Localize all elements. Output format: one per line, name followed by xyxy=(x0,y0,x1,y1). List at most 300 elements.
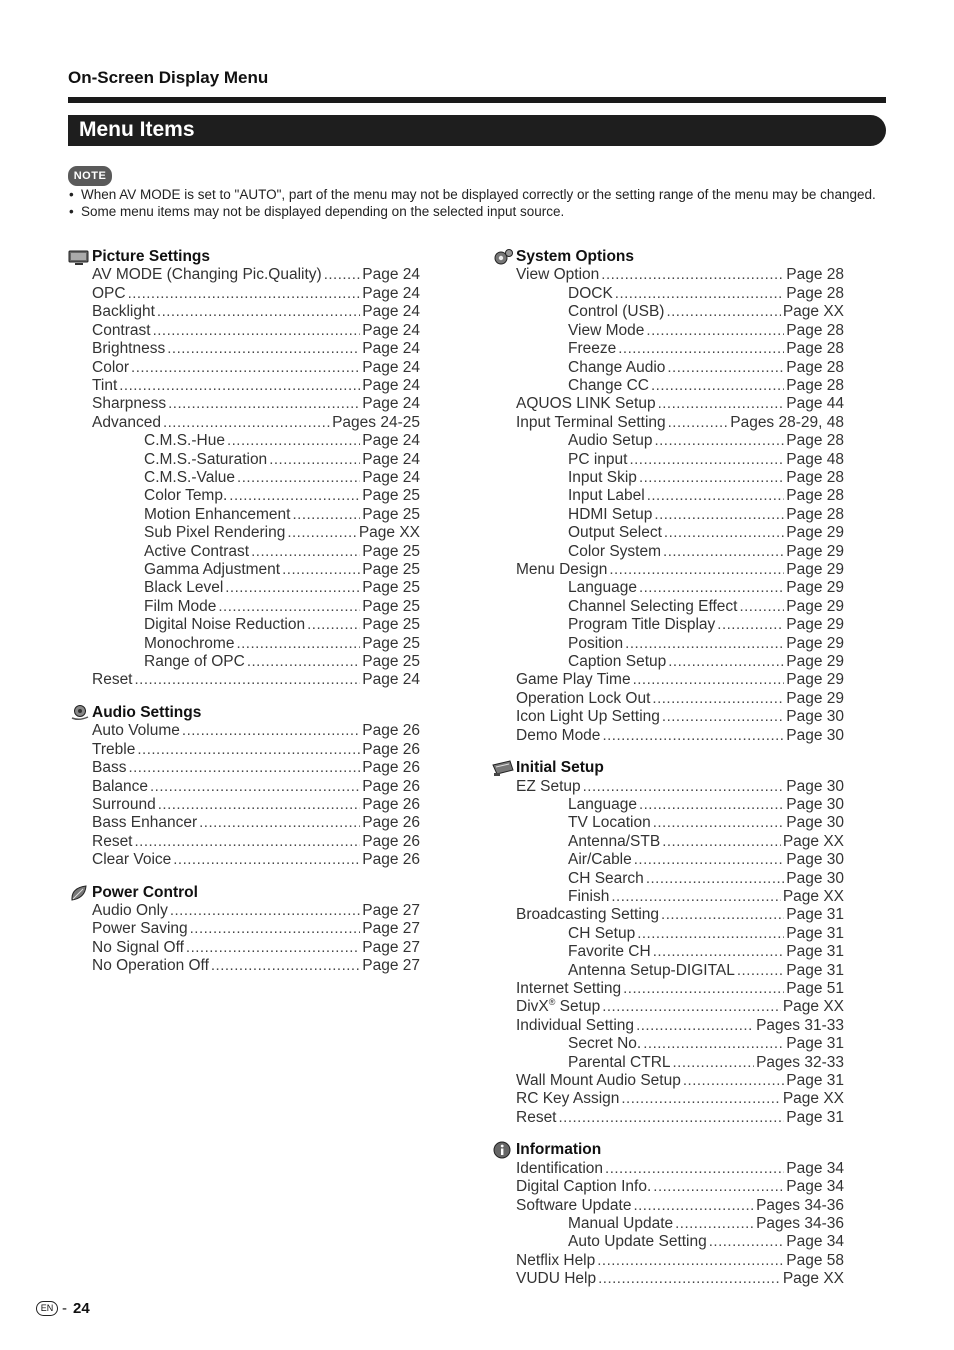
menu-entry xyxy=(492,727,844,745)
dot-leader xyxy=(173,851,360,869)
dot-leader xyxy=(602,998,781,1016)
menu-entry-label: EZ Setup xyxy=(516,777,581,795)
menu-entry-label: Caption Setup xyxy=(568,653,667,671)
menu-entry-label: Color Temp. xyxy=(144,487,228,505)
menu-entry xyxy=(492,616,844,634)
menu-entry-label: Surround xyxy=(92,795,156,813)
picture-icon xyxy=(68,248,90,266)
dot-leader xyxy=(292,506,360,524)
dot-leader xyxy=(236,635,360,653)
menu-entry-label: Advanced xyxy=(92,413,161,431)
menu-entry-label: Reset xyxy=(92,832,133,850)
menu-entry-label: Parental CTRL xyxy=(568,1053,671,1071)
menu-entry xyxy=(492,980,844,998)
menu-entry-label: TV Location xyxy=(568,814,651,832)
menu-entry-label: Language xyxy=(568,795,637,813)
menu-entry xyxy=(492,1072,844,1090)
menu-entry-label: Tint xyxy=(92,376,118,394)
menu-entry xyxy=(492,506,844,524)
note-item: • When AV MODE is set to "AUTO", part of the menu may not be displayed correctly or the setting range of the menu may be changed. xyxy=(68,187,886,204)
dot-leader xyxy=(661,906,784,924)
menu-section-system-options xyxy=(492,248,844,745)
dot-leader xyxy=(652,690,784,708)
menu-entry xyxy=(492,543,844,561)
menu-entry xyxy=(492,432,844,450)
menu-entry-label: Operation Lock Out xyxy=(516,689,651,707)
menu-entry-page-ref: Page 26 xyxy=(362,777,420,795)
menu-entry-page-ref: Page 27 xyxy=(362,938,420,956)
menu-entry xyxy=(68,285,420,303)
menu-entry xyxy=(492,524,844,542)
dot-leader xyxy=(128,759,360,777)
dot-leader xyxy=(247,653,360,671)
section-heading xyxy=(492,248,844,267)
section-title: Power Control xyxy=(92,883,198,901)
menu-entry-page-ref: Page 25 xyxy=(362,560,420,578)
dot-leader xyxy=(646,322,784,340)
dot-leader xyxy=(153,322,361,340)
menu-entry-page-ref: Page XX xyxy=(782,1270,844,1288)
menu-entry-page-ref: Page 27 xyxy=(362,920,420,938)
dot-leader xyxy=(654,432,784,450)
menu-entry-label: Output Select xyxy=(568,524,662,542)
menu-entry-label: View Mode xyxy=(568,321,645,339)
menu-entry-label: VUDU Help xyxy=(516,1270,597,1288)
menu-entry-page-ref: Pages 34-36 xyxy=(756,1214,844,1232)
menu-entry-page-ref: Page 27 xyxy=(362,957,420,975)
menu-entry xyxy=(68,902,420,920)
menu-entry-page-ref: Page 30 xyxy=(786,795,844,813)
menu-entry xyxy=(492,1035,844,1053)
dot-leader xyxy=(639,469,784,487)
menu-entry-label: Control (USB) xyxy=(568,303,665,321)
dot-leader xyxy=(639,579,784,597)
section-title: Audio Settings xyxy=(92,703,202,721)
menu-entry xyxy=(68,506,420,524)
menu-entry-page-ref: Page 24 xyxy=(362,284,420,302)
menu-entry-page-ref: Page 31 xyxy=(786,1072,844,1090)
menu-entry-label: Treble xyxy=(92,740,136,758)
menu-entry-label: Balance xyxy=(92,777,149,795)
dot-leader xyxy=(119,377,360,395)
menu-entry-page-ref: Page 24 xyxy=(362,266,420,284)
menu-entry xyxy=(492,778,844,796)
menu-entry-page-ref: Page 24 xyxy=(362,303,420,321)
dot-leader xyxy=(675,1215,754,1233)
menu-entry-page-ref: Page XX xyxy=(782,1090,844,1108)
menu-entry-page-ref: Page XX xyxy=(782,998,844,1016)
menu-entry-page-ref: Page 25 xyxy=(362,616,420,634)
menu-entry-label: Gamma Adjustment xyxy=(144,560,281,578)
menu-entry-page-ref: Page XX xyxy=(782,303,844,321)
menu-entry xyxy=(68,741,420,759)
dot-leader xyxy=(709,1233,785,1251)
header-rule xyxy=(68,97,886,103)
menu-entry-label: AV MODE (Changing Pic.Quality) xyxy=(92,266,322,284)
dot-leader xyxy=(629,451,784,469)
dot-leader xyxy=(636,1017,754,1035)
menu-entry-label: Color xyxy=(92,358,130,376)
menu-entry-page-ref: Page 24 xyxy=(362,395,420,413)
menu-entry-page-ref: Page 31 xyxy=(786,943,844,961)
section-title: Picture Settings xyxy=(92,248,210,265)
dot-leader xyxy=(717,616,784,634)
menu-entry xyxy=(492,925,844,943)
section-title: System Options xyxy=(516,248,634,265)
menu-entry xyxy=(492,906,844,924)
menu-entry xyxy=(492,598,844,616)
menu-entry xyxy=(68,451,420,469)
menu-entry-label: Power Saving xyxy=(92,920,188,938)
menu-entry-label: Wall Mount Audio Setup xyxy=(516,1072,681,1090)
note-badge: NOTE xyxy=(68,166,112,186)
menu-entry-label: Secret No. xyxy=(568,1035,642,1053)
dot-leader xyxy=(170,902,360,920)
menu-entry-label: Digital Caption Info. xyxy=(516,1178,652,1196)
menu-entry-label: No Operation Off xyxy=(92,957,209,975)
menu-entry-page-ref: Page 44 xyxy=(786,395,844,413)
section-heading xyxy=(68,704,420,723)
dot-leader xyxy=(668,653,784,671)
menu-entry-label: Identification xyxy=(516,1159,604,1177)
menu-entry xyxy=(68,653,420,671)
menu-entry-label: CH Setup xyxy=(568,924,636,942)
menu-entry xyxy=(68,432,420,450)
menu-entry xyxy=(492,303,844,321)
menu-entry xyxy=(68,414,420,432)
page-footer xyxy=(36,1300,90,1317)
menu-entry-page-ref: Page 24 xyxy=(362,432,420,450)
menu-entry xyxy=(492,340,844,358)
menu-entry-page-ref: Page 30 xyxy=(786,851,844,869)
dot-leader xyxy=(186,939,360,957)
menu-entry xyxy=(68,524,420,542)
dot-leader xyxy=(190,920,361,938)
dot-leader xyxy=(167,340,360,358)
menu-entry-label: Bass Enhancer xyxy=(92,814,198,832)
menu-entry-label: Channel Selecting Effect xyxy=(568,597,738,615)
menu-entry-page-ref: Page 28 xyxy=(786,376,844,394)
dot-leader xyxy=(237,469,360,487)
dot-leader xyxy=(307,616,360,634)
menu-entry-label: Range of OPC xyxy=(144,653,245,671)
menu-entry xyxy=(68,579,420,597)
dot-leader xyxy=(658,395,785,413)
menu-entry-page-ref: Page 29 xyxy=(786,524,844,542)
dot-leader xyxy=(683,1072,784,1090)
menu-entry-label: Program Title Display xyxy=(568,616,716,634)
dot-leader xyxy=(653,814,785,832)
menu-entry-page-ref: Page 29 xyxy=(786,560,844,578)
menu-entry xyxy=(492,414,844,432)
menu-entry xyxy=(68,671,420,689)
menu-entry-label: Digital Noise Reduction xyxy=(144,616,306,634)
menu-entry-page-ref: Page 29 xyxy=(786,616,844,634)
menu-entry-label: Change Audio xyxy=(568,358,666,376)
menu-entry xyxy=(68,487,420,505)
dot-leader xyxy=(666,303,780,321)
menu-entry-page-ref: Page 29 xyxy=(786,653,844,671)
dot-leader xyxy=(150,778,360,796)
menu-section-power-control xyxy=(68,884,420,976)
menu-entry-page-ref: Page 27 xyxy=(362,902,420,920)
menu-entry-label: Individual Setting xyxy=(516,1016,635,1034)
dot-leader xyxy=(227,432,360,450)
menu-entry-page-ref: Pages 32-33 xyxy=(756,1053,844,1071)
menu-entry-page-ref: Page 25 xyxy=(362,634,420,652)
dot-leader xyxy=(324,266,361,284)
dot-leader xyxy=(287,524,357,542)
menu-entry-label: Menu Design xyxy=(516,560,608,578)
menu-entry-page-ref: Page 28 xyxy=(786,321,844,339)
menu-entry-label: Color System xyxy=(568,542,662,560)
menu-entry xyxy=(492,1109,844,1127)
dot-leader xyxy=(623,980,784,998)
menu-entry-page-ref: Page XX xyxy=(358,524,420,542)
menu-entry-page-ref: Page 28 xyxy=(786,284,844,302)
dot-leader xyxy=(158,796,360,814)
menu-entry-page-ref: Page 28 xyxy=(786,340,844,358)
dot-leader xyxy=(621,1090,780,1108)
dot-leader xyxy=(229,487,360,505)
dot-leader xyxy=(605,1160,784,1178)
section-heading xyxy=(68,248,420,267)
menu-entry-label: Motion Enhancement xyxy=(144,505,291,523)
menu-entry-page-ref: Page 29 xyxy=(786,689,844,707)
menu-entry-page-ref: Page 28 xyxy=(786,468,844,486)
dot-leader xyxy=(639,796,784,814)
dot-leader xyxy=(199,814,360,832)
section-title: Information xyxy=(516,1141,602,1159)
menu-entry-label: DivX® Setup xyxy=(516,997,601,1016)
menu-entry-page-ref: Page 58 xyxy=(786,1251,844,1269)
menu-entry-label: Manual Update xyxy=(568,1214,674,1232)
menu-entry-label: Reset xyxy=(516,1108,557,1126)
menu-section-picture-settings xyxy=(68,248,420,690)
dot-leader xyxy=(634,851,785,869)
menu-section-initial-setup xyxy=(492,759,844,1127)
dot-leader xyxy=(647,487,785,505)
page-header-title: On-Screen Display Menu xyxy=(68,68,269,87)
menu-entry-label: Demo Mode xyxy=(516,726,601,744)
dot-leader xyxy=(128,285,361,303)
menu-entry xyxy=(68,814,420,832)
dot-leader xyxy=(643,1035,784,1053)
banner-title: Menu Items xyxy=(79,118,195,141)
menu-entry xyxy=(492,635,844,653)
dot-leader xyxy=(673,1054,755,1072)
menu-entry-label: Game Play Time xyxy=(516,671,631,689)
menu-entry xyxy=(492,690,844,708)
menu-entry xyxy=(492,1160,844,1178)
menu-entry-label: Clear Voice xyxy=(92,851,172,869)
menu-section-information xyxy=(492,1141,844,1288)
dot-leader xyxy=(135,671,361,689)
dot-leader xyxy=(168,395,360,413)
menu-entry-label: OPC xyxy=(92,284,126,302)
menu-entry-label: CH Search xyxy=(568,869,644,887)
menu-entry-label: Freeze xyxy=(568,340,617,358)
dot-leader xyxy=(615,285,784,303)
menu-entry xyxy=(492,671,844,689)
dot-leader xyxy=(131,359,360,377)
menu-entry xyxy=(68,322,420,340)
menu-entry-page-ref: Page 31 xyxy=(786,961,844,979)
menu-entry-page-ref: Page 51 xyxy=(786,980,844,998)
dot-leader xyxy=(602,727,784,745)
menu-entry xyxy=(492,469,844,487)
menu-entry-page-ref: Page 26 xyxy=(362,759,420,777)
dot-leader xyxy=(559,1109,785,1127)
menu-entry-label: Brightness xyxy=(92,340,166,358)
dot-leader xyxy=(662,708,784,726)
menu-entry-page-ref: Page 29 xyxy=(786,542,844,560)
dot-leader xyxy=(737,962,784,980)
menu-entry xyxy=(492,708,844,726)
dot-leader xyxy=(157,303,360,321)
menu-entry-label: Audio Setup xyxy=(568,432,653,450)
dot-leader xyxy=(597,1252,784,1270)
menu-entry-page-ref: Pages 24-25 xyxy=(332,413,420,431)
menu-entry xyxy=(492,1233,844,1251)
menu-entry-page-ref: Page 28 xyxy=(786,358,844,376)
menu-entry xyxy=(492,451,844,469)
dot-leader xyxy=(269,451,360,469)
menu-entry xyxy=(68,340,420,358)
initial-setup-icon xyxy=(492,759,514,777)
section-heading xyxy=(492,759,844,778)
menu-entry-page-ref: Page 34 xyxy=(786,1159,844,1177)
menu-entry-label: Auto Volume xyxy=(92,722,180,740)
menu-entry-page-ref: Page 24 xyxy=(362,671,420,689)
menu-entry xyxy=(68,759,420,777)
menu-entry-label: Air/Cable xyxy=(568,851,632,869)
menu-entry-label: Internet Setting xyxy=(516,980,622,998)
dot-leader xyxy=(163,414,330,432)
menu-entry xyxy=(492,998,844,1016)
menu-entry-label: Film Mode xyxy=(144,597,217,615)
menu-entry-page-ref: Page 48 xyxy=(786,450,844,468)
menu-entry-page-ref: Page 25 xyxy=(362,579,420,597)
menu-entry xyxy=(68,796,420,814)
dot-leader xyxy=(583,778,785,796)
dot-leader xyxy=(663,543,784,561)
menu-entry-page-ref: Page 28 xyxy=(786,266,844,284)
menu-entry-label: Broadcasting Setting xyxy=(516,906,660,924)
menu-entry xyxy=(68,616,420,634)
menu-entry-label: Position xyxy=(568,634,624,652)
menu-entry-page-ref: Page 25 xyxy=(362,653,420,671)
menu-entry-page-ref: Page 25 xyxy=(362,597,420,615)
menu-entry xyxy=(492,943,844,961)
note-item: • Some menu items may not be displayed depending on the selected input source. xyxy=(68,204,886,221)
menu-entry xyxy=(492,377,844,395)
dot-leader xyxy=(646,870,784,888)
dot-leader xyxy=(654,506,784,524)
menu-entry-page-ref: Pages 28-29, 48 xyxy=(730,413,844,431)
menu-entry xyxy=(492,833,844,851)
menu-entry-label: Software Update xyxy=(516,1196,632,1214)
dot-leader xyxy=(664,524,784,542)
menu-entry-page-ref: Page 28 xyxy=(786,505,844,523)
menu-entry-page-ref: Page 29 xyxy=(786,597,844,615)
menu-entry-page-ref: Page 30 xyxy=(786,814,844,832)
menu-entry xyxy=(68,395,420,413)
menu-entry xyxy=(492,1017,844,1035)
menu-entry xyxy=(492,653,844,671)
menu-entry-page-ref: Page 29 xyxy=(786,579,844,597)
power-leaf-icon xyxy=(68,884,90,902)
menu-entry-page-ref: Page 24 xyxy=(362,321,420,339)
dot-leader xyxy=(668,414,729,432)
menu-entry-label: Black Level xyxy=(144,579,224,597)
menu-entry-label: Input Terminal Setting xyxy=(516,413,666,431)
dot-leader xyxy=(282,561,360,579)
menu-entry-label: HDMI Setup xyxy=(568,505,653,523)
menu-entry-label: Antenna Setup-DIGITAL xyxy=(568,961,735,979)
menu-entry xyxy=(492,1054,844,1072)
menu-entry-page-ref: Page 30 xyxy=(786,869,844,887)
menu-entry xyxy=(68,598,420,616)
menu-entry-page-ref: Page 26 xyxy=(362,851,420,869)
menu-entry-page-ref: Pages 31-33 xyxy=(756,1016,844,1034)
menu-entry-page-ref: Page XX xyxy=(782,887,844,905)
menu-entry-page-ref: Page 31 xyxy=(786,1035,844,1053)
menu-entry xyxy=(492,1270,844,1288)
dot-leader xyxy=(653,943,785,961)
menu-entry-page-ref: Page 24 xyxy=(362,468,420,486)
menu-entry-label: Change CC xyxy=(568,376,649,394)
right-column xyxy=(492,248,844,1303)
menu-entry xyxy=(492,851,844,869)
menu-entry xyxy=(68,722,420,740)
menu-entry-label: C.M.S.-Saturation xyxy=(144,450,268,468)
dot-leader xyxy=(135,833,361,851)
menu-entry-page-ref: Page 30 xyxy=(786,777,844,795)
menu-entry-label: Audio Only xyxy=(92,902,168,920)
menu-entry-label: Reset xyxy=(92,671,133,689)
menu-entry-label: Input Label xyxy=(568,487,645,505)
page-number: 24 xyxy=(73,1300,90,1317)
menu-entry-label: PC input xyxy=(568,450,628,468)
left-column xyxy=(68,248,420,990)
menu-entry-label: View Option xyxy=(516,266,600,284)
menu-entry-label: Sharpness xyxy=(92,395,167,413)
menu-entry-page-ref: Page 26 xyxy=(362,722,420,740)
menu-entry xyxy=(492,814,844,832)
menu-entry xyxy=(492,1215,844,1233)
menu-entry xyxy=(492,561,844,579)
language-badge: EN xyxy=(36,1301,58,1316)
menu-entry-page-ref: Page 28 xyxy=(786,432,844,450)
dot-leader xyxy=(137,741,360,759)
menu-entry-label: AQUOS LINK Setup xyxy=(516,395,656,413)
menu-entry-page-ref: Page 25 xyxy=(362,487,420,505)
menu-entry-page-ref: Pages 34-36 xyxy=(756,1196,844,1214)
menu-entry-label: Favorite CH xyxy=(568,943,651,961)
menu-entry-page-ref: Page 24 xyxy=(362,450,420,468)
menu-entry-label: C.M.S.-Value xyxy=(144,468,236,486)
menu-entry-page-ref: Page 24 xyxy=(362,376,420,394)
menu-entry-page-ref: Page 34 xyxy=(786,1233,844,1251)
menu-entry-label: RC Key Assign xyxy=(516,1090,620,1108)
menu-entry-page-ref: Page 34 xyxy=(786,1178,844,1196)
menu-entry xyxy=(68,303,420,321)
menu-entry-label: No Signal Off xyxy=(92,938,184,956)
menu-entry xyxy=(68,543,420,561)
section-banner xyxy=(68,115,886,146)
menu-entry-page-ref: Page 25 xyxy=(362,542,420,560)
